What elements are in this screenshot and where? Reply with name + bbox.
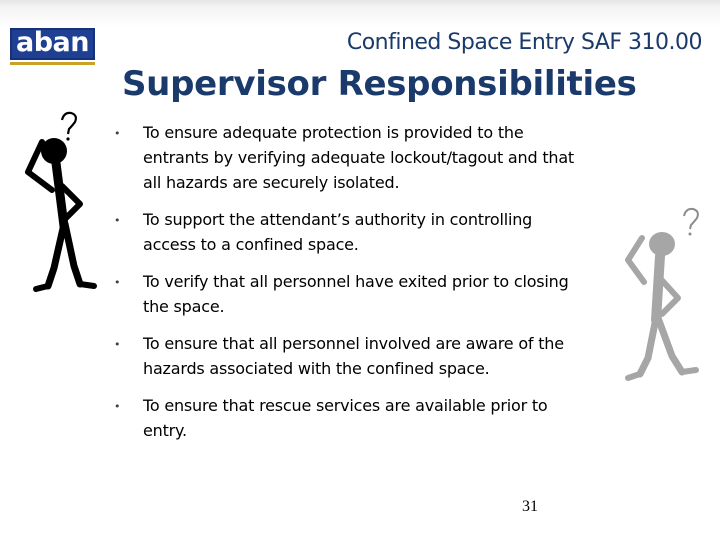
company-logo [10,28,95,60]
list-item: • To support the attendant’s authority in controlling access to a confined space. [110,207,580,257]
thinking-figure-right-icon [618,202,708,392]
slide-title: Supervisor Responsibilities [122,64,637,104]
list-item: • To verify that all personnel have exited prior to closing the space. [110,269,580,319]
page-number: 31 [522,498,538,515]
list-item: • To ensure adequate protection is provided to the entrants by verifying adequate lockout/tagout and that all hazards are securely isolated. [110,120,580,195]
thinking-figure-left-icon [24,108,106,298]
responsibilities-list [110,120,580,455]
list-item: • To ensure that rescue services are available prior to entry. [110,393,580,443]
logo-underline [10,62,95,65]
list-item: • To ensure that all personnel involved are aware of the hazards associated with the confined space. [110,331,580,381]
logo-text: aban [16,27,89,58]
slide-header: Confined Space Entry SAF 310.00 [346,30,702,55]
